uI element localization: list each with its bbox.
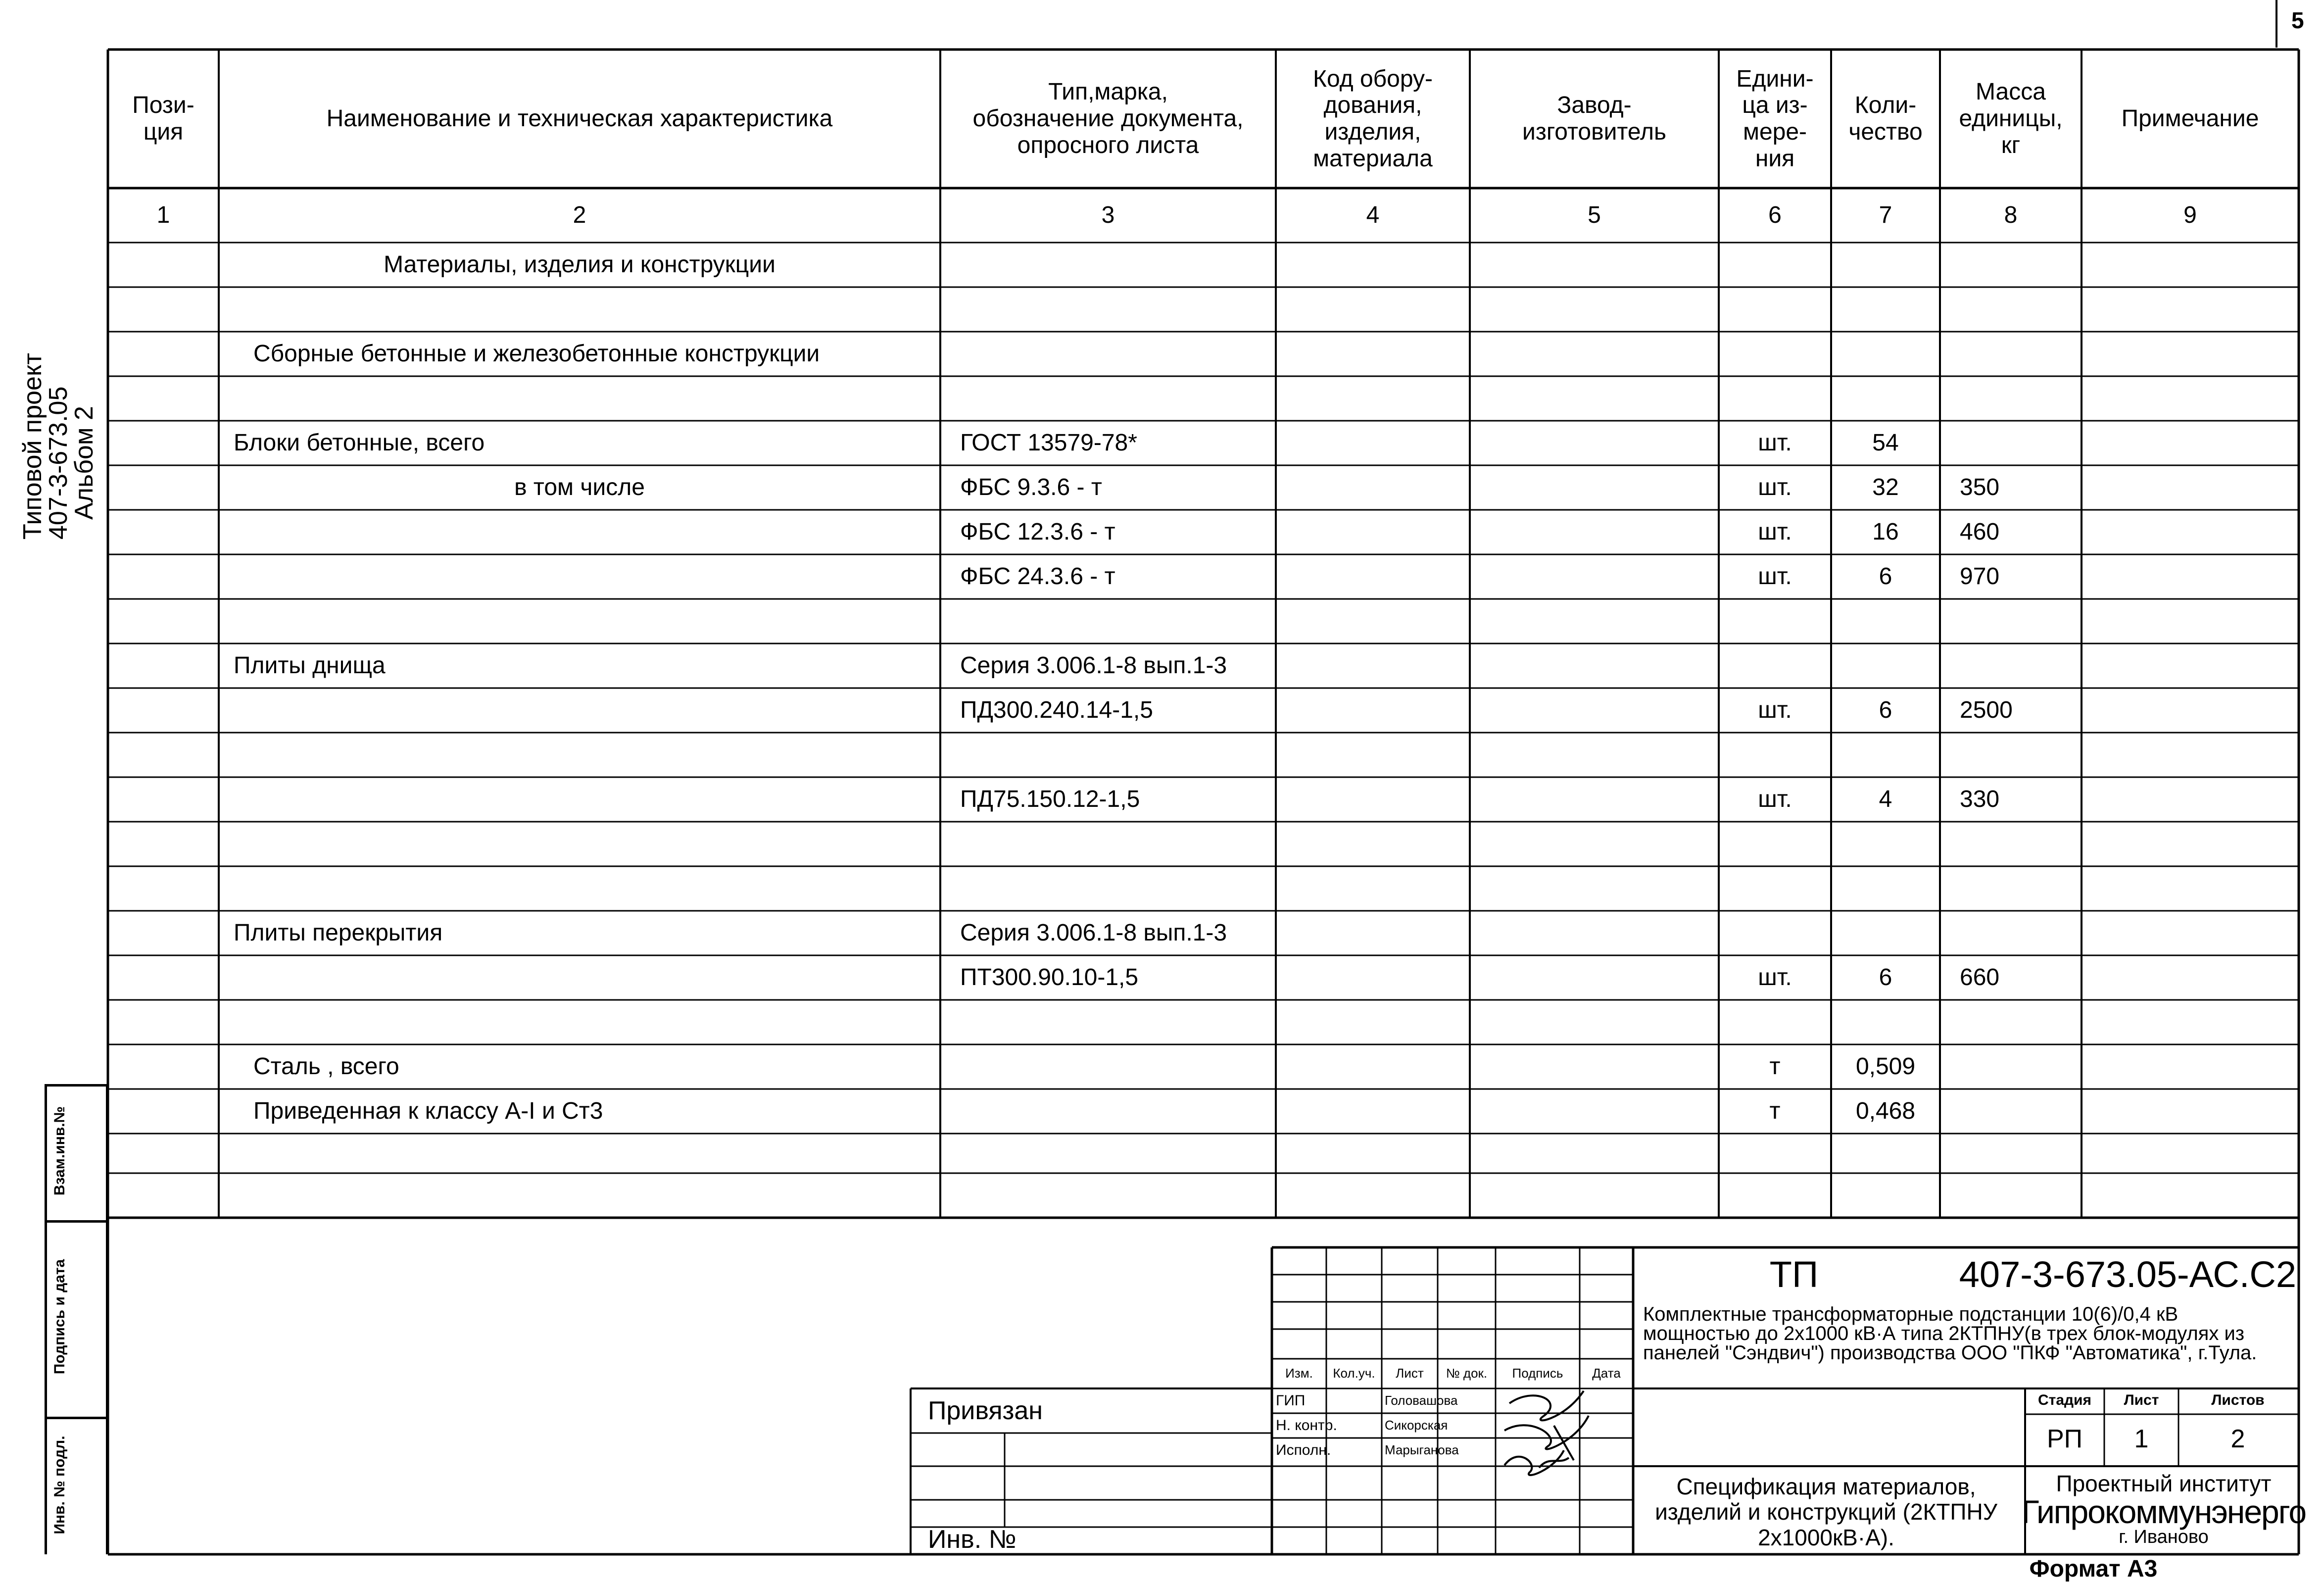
signature-name: Сикорская [1385,1418,1448,1433]
sheets-label: Листов [2211,1392,2265,1409]
row-unit: шт. [1758,786,1792,813]
column-header: Коли- чество [1848,92,1923,145]
institute-city: г. Иваново [2119,1526,2209,1547]
row-unit-mass: 2500 [1960,697,2013,724]
column-number: 2 [573,202,586,229]
row-type-mark: ПД75.150.12-1,5 [960,786,1140,813]
revision-header: Дата [1592,1366,1621,1381]
row-name: Приведенная к классу А-I и Ст3 [253,1098,603,1125]
row-quantity: 0,468 [1855,1098,1916,1125]
row-type-mark: Серия 3.006.1-8 вып.1-3 [960,920,1227,946]
revision-header: Кол.уч. [1333,1366,1375,1381]
stage-value: РП [2046,1424,2083,1453]
sheets-value: 2 [2230,1424,2245,1453]
row-quantity: 6 [1879,964,1892,991]
project-title: Комплектные трансформаторные подстанции 10(6)/0,4 кВ мощностью до 2х1000 кВ·А типа 2КТПНУ(в трех блок-модулях из панелей "Сэндвич") производства ООО "ПКФ "Автоматика", г.Тула. [1643,1303,2257,1364]
row-name: Плиты перекрытия [234,920,443,946]
column-number: 7 [1879,202,1892,229]
row-quantity: 54 [1872,430,1899,456]
revision-header: Лист [1396,1366,1424,1381]
sheet-label: Лист [2124,1392,2159,1409]
row-type-mark: ПТ300.90.10-1,5 [960,964,1139,991]
margin-label-inv-original: Инв. № подл. [51,1436,68,1534]
column-number: 4 [1366,202,1380,229]
row-quantity: 16 [1872,519,1899,545]
stage-label: Стадия [2037,1392,2092,1409]
column-header: Наименование и техническая характеристика [326,105,833,132]
row-unit: шт. [1758,430,1792,456]
sheet-value: 1 [2134,1424,2149,1453]
row-type-mark: Серия 3.006.1-8 вып.1-3 [960,652,1227,679]
row-unit: шт. [1758,563,1792,590]
row-unit: шт. [1758,474,1792,501]
column-number: 9 [2183,202,2197,229]
row-unit-mass: 460 [1960,519,2000,545]
row-unit: шт. [1758,519,1792,545]
row-name: Материалы, изделия и конструкции [384,251,775,278]
column-number: 6 [1768,202,1782,229]
column-header: Тип,марка, обозначение документа, опросного листа [972,79,1244,158]
row-name: Сборные бетонные и железобетонные конструкции [253,341,820,367]
margin-label-replace-inv: Взам.инв.№ [51,1106,68,1196]
signature-role: Исполн. [1276,1442,1331,1459]
row-quantity: 6 [1879,563,1892,590]
row-unit-mass: 660 [1960,964,2000,991]
row-name: Сталь , всего [253,1053,399,1080]
column-number: 5 [1588,202,1601,229]
signature-role: Н. контр. [1276,1417,1337,1434]
inv-no-label: Инв. № [928,1525,1017,1554]
institute-name: Гипрокоммунэнерго [2021,1493,2306,1531]
row-unit: шт. [1758,964,1792,991]
column-number: 1 [156,202,170,229]
signature-role: ГИП [1276,1392,1306,1409]
sheet-title: Спецификация материалов, изделий и конструкций (2КТПНУ 2х1000кВ·А). [1655,1473,1997,1550]
column-number: 3 [1101,202,1115,229]
side-stamp-line3: Альбом 2 [70,406,98,520]
side-stamp-line1: Типовой проект [18,352,47,540]
column-header: Пози- ция [132,92,194,145]
revision-header: Подпись [1512,1366,1563,1381]
signature-name: Головашова [1385,1393,1458,1408]
row-quantity: 6 [1879,697,1892,724]
institute-line1: Проектный институт [2056,1471,2272,1497]
row-type-mark: ФБС 12.3.6 - т [960,519,1115,545]
column-header: Завод- изготовитель [1522,92,1666,145]
row-type-mark: ФБС 9.3.6 - т [960,474,1102,501]
row-unit-mass: 330 [1960,786,2000,813]
row-quantity: 4 [1879,786,1892,813]
signature-name: Марыганова [1385,1442,1459,1458]
format-label: Формат А3 [2029,1556,2158,1583]
row-type-mark: ГОСТ 13579-78* [960,430,1137,456]
row-name: в том числе [514,474,645,501]
page-number: 5 [2291,7,2304,33]
row-name: Плиты днища [234,652,386,679]
row-quantity: 32 [1872,474,1899,501]
tp-prefix: ТП [1769,1253,1819,1295]
revision-header: Изм. [1285,1366,1313,1381]
side-stamp-line2: 407-3-673.05 [44,386,73,540]
row-unit: шт. [1758,697,1792,724]
document-code: 407-3-673.05-АС.С2 [1959,1253,2296,1295]
column-number: 8 [2004,202,2018,229]
row-unit-mass: 350 [1960,474,2000,501]
column-header: Масса единицы, кг [1959,79,2063,158]
row-type-mark: ПД300.240.14-1,5 [960,697,1153,724]
row-unit: т [1769,1053,1781,1080]
row-name: Блоки бетонные, всего [234,430,485,456]
column-header: Едини- ца из- мере- ния [1736,65,1814,172]
revision-header: № док. [1446,1366,1488,1381]
column-header: Примечание [2121,105,2259,132]
row-unit: т [1769,1098,1781,1125]
row-quantity: 0,509 [1855,1053,1916,1080]
privyazan-label: Привязан [928,1396,1043,1425]
row-type-mark: ФБС 24.3.6 - т [960,563,1115,590]
row-unit-mass: 970 [1960,563,2000,590]
column-header: Код обору- дования, изделия, материала [1313,65,1433,172]
margin-label-signature-date: Подпись и дата [51,1259,68,1375]
